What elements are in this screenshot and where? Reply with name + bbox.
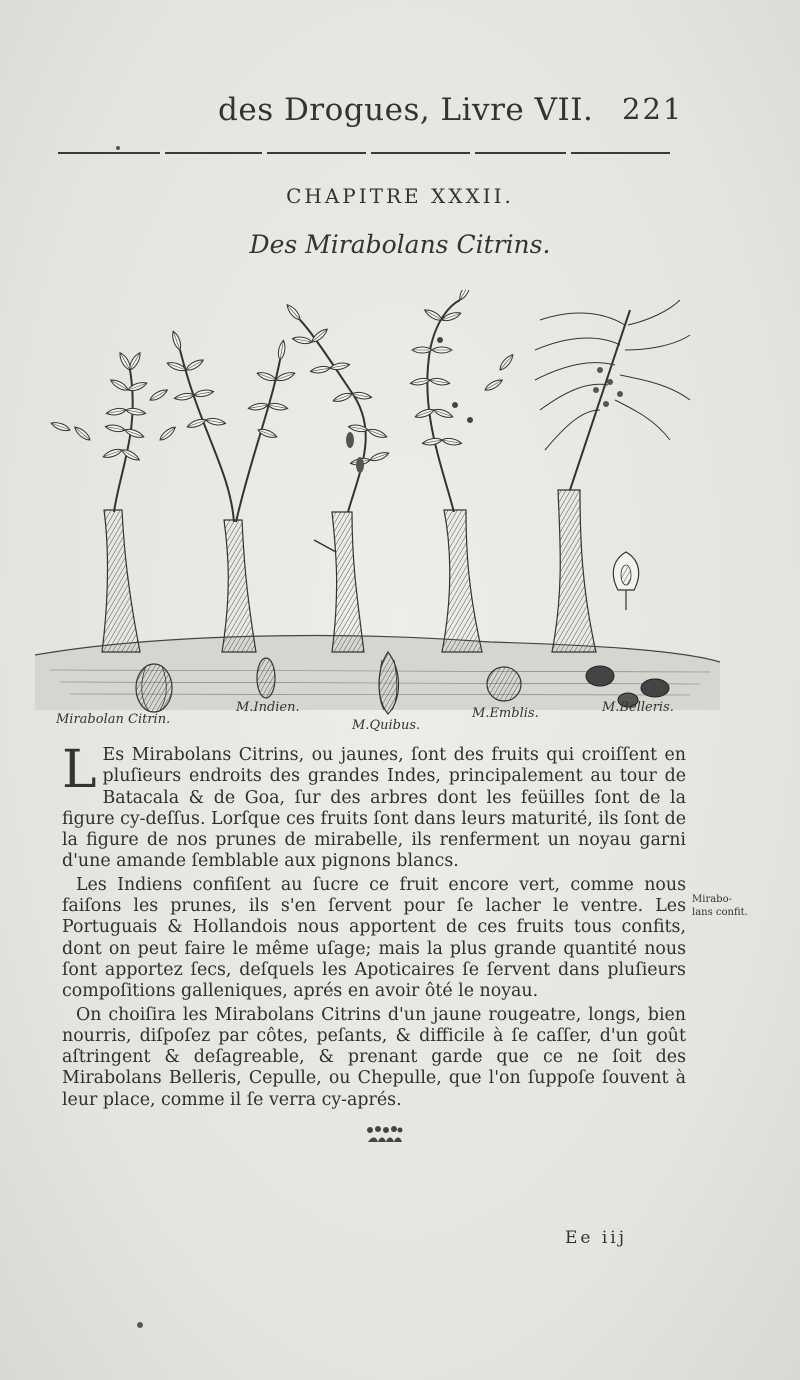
caption-mirabolan-citrin: Mirabolan Citrin. [56,712,171,727]
drop-cap: L [62,740,97,800]
chapter-title: Des Mirabolans Citrins. [249,230,551,259]
printer-ornament [362,1124,406,1152]
page-number: 221 [622,92,684,126]
paragraph-2: Les Indiens confiſent au ſucre ce fruit encore vert, comme nous faiſons les prunes, ils s'en ſervent pour ſe lacher le ventre. Les Portuguais & Hollandois nous apportent de ces fruits tous confits, dont on peut faire le même uſage; mais la plus grande quantité nous ſont apportez ſecs, deſquels les Apoticaires ſe ſervent dans pluſieurs compoſitions galleniques, aprés en avoir ôté le noyau. [62,874,686,1002]
header-rule [58,152,670,154]
running-title: des Drogues, Livre VII. [218,92,594,128]
fruit-mirabolan-emblis [487,667,521,701]
engraving-illustration [30,290,730,740]
tree-mirabolan-belleris [535,300,690,652]
margin-note-line-1: Mirabo- [692,894,732,905]
signature-mark: Ee iij [565,1228,628,1248]
fruit-mirabolan-citrin [136,664,172,712]
ink-speck [137,1322,143,1328]
engraving-plate [30,290,730,740]
margin-note-line-2: lans confit. [692,907,748,918]
tree-mirabolan-emblis [410,290,515,652]
body-text [62,740,686,1113]
tree-mirabolan-quibus [285,303,390,652]
paragraph-1-text: Es Mirabolans Citrins, ou jaunes, ſont des fruits qui croiſſent en pluſieurs endroits des grandes Indes, principalement au tour de Batacala & de Goa, ſur des arbres dont les feüilles ſont de la figure cy-deſſus. Lorſque ces fruits ſont dans leurs maturité, ils ſont de la figure de nos prunes de mirabelle, ils renferment un noyau garni d'une amande ſemblable aux pignons blancs. [62,745,686,872]
tree-mirabolan-citrin [50,351,177,652]
margin-note [692,893,762,919]
caption-mirabolan-indien: M.Indien. [236,700,300,715]
running-head [0,92,800,132]
caption-mirabolan-emblis: M.Emblis. [472,706,539,721]
paragraph-3: On choiſira les Mirabolans Citrins d'un jaune rougeatre, longs, bien nourris, diſpoſez par côtes, peſants, & difficile à ſe caſſer, d'un goût aſtringent & deſagreable, & prenant garde que ce ne ſoit des Mirabolans Belleris, Cepulle, ou Chepulle, que l'on ſuppoſe ſouvent à leur place, comme il ſe verra cy-aprés. [62,1004,686,1110]
paragraph-1 [62,740,686,873]
ink-speck [116,146,120,150]
chapter-number: CHAPITRE XXXII. [286,184,514,208]
caption-mirabolan-quibus: M.Quibus. [352,718,421,733]
fruit-mirabolan-indien [257,658,275,698]
tree-mirabolan-indien [166,330,296,652]
caption-mirabolan-belleris: M.Belleris. [602,700,674,715]
